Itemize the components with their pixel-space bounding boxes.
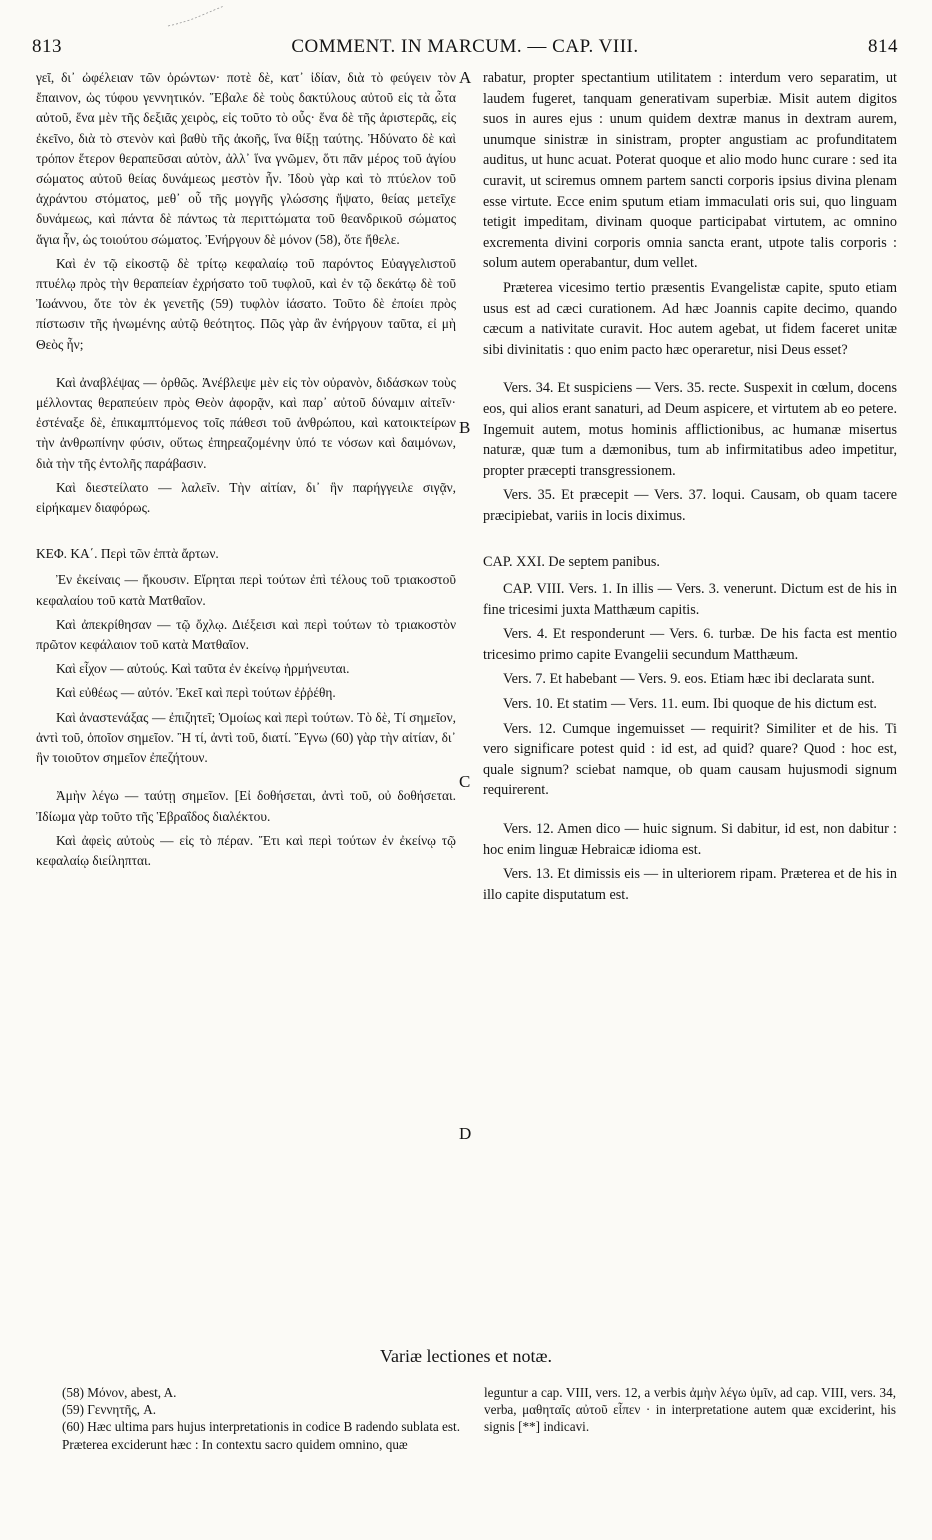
latin-paragraph: rabatur, propter spectantium utilitatem : interdum vero separatim, ut laudem fugeret, tanquam generativam superbiæ. Misit autem digitos suos in aures ejus : unum quidem dextræ manus in dextram aurem, unumque sinistræ in sinistram, propter angustiam ac profunditatem auditus, ut hunc acuat. Poterat quoque et alio modo hunc curare : sed ita curavit, ut sciremus omnem partem sancti corporis ipsius divina plenam esse virtute. Ecce enim sputum etiam immaculati oris sui, quo linguam tetigit impeditam, divinam quoque participabat virtutem, ac omnino excrementa divini corporis omnia sancta erant, utpote talis corporis : solum autem operabantur, dum vellet.	[483, 70, 897, 272]
page-number-right: 814	[868, 36, 898, 57]
running-title: COMMENT. IN MARCUM. — CAP. VIII.	[291, 36, 639, 57]
greek-paragraph: Ἀμὴν λέγω — ταύτῃ σημεῖον. [Εἰ δοθήσεται, ἀντὶ τοῦ, οὐ δοθήσεται. Ἰδίωμα γὰρ τοῦτο τῆς Ἑβραΐδος διαλέκτου.	[36, 788, 456, 824]
greek-section-heading: ΚΕΦ. ΚΑ΄. Περὶ τῶν ἑπτὰ ἄρτων.	[36, 546, 219, 562]
ink-scribble	[166, 4, 226, 30]
notes-right-column	[484, 1384, 896, 1436]
greek-paragraph: γεῖ, δι᾽ ὠφέλειαν τῶν ὁρώντων· ποτὲ δὲ, κατ᾽ ἰδίαν, διὰ τὸ φεύγειν τὸν ἔπαινον, ὡς τύφου γεννητικόν. Ἔβαλε δὲ τοὺς δακτύλους αὐτοῦ εἰς τὰ ὦτα αὐτοῦ, ἕνα μὲν τῆς δεξιᾶς χειρὸς, εἰς τοῦτο τὸ οὖς· ἕνα δὲ τῆς ἀριστερᾶς, εἰς ἐκεῖνο, διὰ τὸ στενὸν καὶ βαθὺ τῆς ἀκοῆς, ἵνα θίξῃ ταύτης. Ἠδύνατο δὲ καὶ τρόπον ἕτερον θεραπεῦσαι αὐτὸν, ἀλλ᾽ ἵνα γνῶμεν, ὅτι πᾶν μέρος τοῦ ἁγίου σώματος αὐτοῦ θείας δυνάμεως μεστὸν ἦν. Ἰδοὺ γὰρ καὶ τὸ πτύελον τοῦ ἀχράντου στόματος, μεθ᾽ οὗ τῆς μογγῆς γλώσσης ἥψατο, θείας μετεῖχε δυνάμεως, καὶ πάντα δὲ πάντως τὰ περιττώματα τοῦ θεανδρικοῦ σώματος ἅγια ἦν, ὡς τοιούτου σώματος. Ἐνήργουν δὲ μόνον (58), ὅτε ἤθελε.	[36, 70, 456, 247]
greek-paragraph: Καὶ εὐθέως — αὐτόν. Ἐκεῖ καὶ περὶ τούτων ἐῤῥέθη.	[56, 685, 336, 701]
notes-heading: Variæ lectiones et notæ.	[380, 1346, 552, 1366]
greek-paragraph: Καὶ ἀφεὶς αὐτοὺς — εἰς τὸ πέραν. Ἔτι καὶ περὶ τούτων ἐν ἐκείνῳ τῷ κεφαλαίῳ διείληπται.	[36, 832, 456, 868]
greek-column	[36, 68, 456, 875]
latin-paragraph: Vers. 35. Et præcepit — Vers. 37. loqui. Causam, ob quam tacere præcipiebat, variis in locis diximus.	[483, 487, 897, 524]
greek-paragraph: Καὶ ἐν τῷ εἰκοστῷ δὲ τρίτῳ κεφαλαίῳ τοῦ παρόντος Εὐαγγελιστοῦ πτυέλῳ πρὸς τὴν θεραπείαν ἐχρήσατο τοῦ τυφλοῦ, καὶ ἐν τῷ δεκάτῳ δὲ τοῦ Ἰωάννου, ὅτε τὸν ἐκ γενετῆς (59) τυφλὸν ἰάσατο. Τοῦτο δὲ ἐποίει πρὸς πίστωσιν τῆς ἡνωμένης αὐτῷ θεότητος. Πῶς γὰρ ἂν ἐνήργουν ταῦτα, εἰ μὴ Θεὸς ἦν;	[36, 255, 456, 352]
latin-paragraph: Vers. 4. Et responderunt — Vers. 6. turbæ. De his facta est mentio tricesimo primo capite Evangelii secundum Matthæum.	[483, 626, 897, 663]
latin-paragraph: Vers. 12. Amen dico — huic signum. Si dabitur, id est, non dabitur : hoc enim linguæ Hebraicæ idioma est.	[483, 821, 897, 858]
latin-column	[483, 68, 897, 909]
latin-paragraph: Vers. 13. Et dimissis eis — in ulteriorem ripam. Præterea et de his in illo capite disputatum est.	[483, 866, 897, 903]
greek-paragraph: Καὶ ἀναβλέψας — ὀρθῶς. Ἀνέβλεψε μὲν εἰς τὸν οὐρανὸν, διδάσκων τοὺς μέλλοντας θεραπεύειν πρὸς Θεὸν ἀφορᾷν, καὶ παρ᾽ αὐτοῦ δύναμιν αἰτεῖν· ἐστέναξε δὲ, ἐπικαμπτόμενος τοῖς πάθεσι τοῦ ἀνθρώπου, καὶ κατοικτείρων τὴν ἀνθρωπίνην φύσιν, οὕτως ἐπηρεαζομένην ὑπό τε νόσων καὶ δαιμόνων, διὰ τὴν τῆς ἐντολῆς παράβασιν.	[36, 374, 456, 471]
latin-paragraph: CAP. VIII. Vers. 1. In illis — Vers. 3. venerunt. Dictum est de his in fine tricesimi juxta Matthæum capitis.	[483, 581, 897, 618]
note-entry: (58) Μόνον, abest, A.	[62, 1385, 177, 1400]
note-entry: leguntur a cap. VIII, vers. 12, a verbis ἀμὴν λέγω ὑμῖν, ad cap. VIII, vers. 34, verba, μαθηταῖς αὐτοῦ εἶπεν · in interpretatione autem quæ exciderint, his signis [**] indicavi.	[484, 1385, 896, 1435]
greek-paragraph: Καὶ ἀναστενάξας — ἐπιζητεῖ; Ὁμοίως καὶ περὶ τούτων. Τὸ δὲ, Τί σημεῖον, ἀντὶ τοῦ, ὁποῖον σημεῖον. Ἢ τί, ἀντὶ τοῦ, διατί. Ἔγνω (60) γὰρ τὴν αἰτίαν, δι᾽ ἣν τοιοῦτον σημεῖον ἐπεζήτουν.	[36, 709, 456, 766]
greek-paragraph: Ἐν ἐκείναις — ἤκουσιν. Εἴρηται περὶ τούτων ἐπὶ τέλους τοῦ τριακοστοῦ κεφαλαίου τοῦ κατὰ Ματθαῖον.	[36, 572, 456, 608]
greek-paragraph: Καὶ εἶχον — αὐτούς. Καὶ ταῦτα ἐν ἐκείνῳ ἡρμήνευται.	[56, 661, 350, 677]
greek-paragraph: Καὶ ἀπεκρίθησαν — τῷ ὄχλῳ. Διέξεισι καὶ περὶ τούτων τὸ τριακοστὸν πρῶτον κεφάλαιον τοῦ κατὰ Ματθαῖον.	[36, 616, 456, 653]
latin-paragraph: Vers. 34. Et suspiciens — Vers. 35. recte. Suspexit in cœlum, docens eos, qui alios erant sanaturi, ad Deum aspicere, et virtutem ab eo petere. Ingemuit autem, motus hominis afflictionibus, ac humanæ misertus naturæ, quæ tum a dæmonibus, tum ab infirmitatibus adeo impetitur, propter præcepti transgressionem.	[483, 380, 897, 479]
latin-paragraph: Præterea vicesimo tertio præsentis Evangelistæ capite, sputo etiam usus est ad cæci curationem. Ad hæc Joannis capite decimo, quando cæcum a nativitate curavit. Hoc autem agebat, ut fidem faceret unitæ sibi divinitatis : quo enim pacto hæc operaretur, nisi Deus esset?	[483, 279, 897, 358]
margin-letter-b: B	[459, 418, 471, 437]
notes-left-column	[62, 1384, 460, 1453]
latin-paragraph: Vers. 12. Cumque ingemuisset — requirit? Similiter et de his. Ti vero significare potest quid : id est, ad quid? quare? Quod : hoc est, quale signum? sciebat namque, ob quam causam hujusmodi signum requirerent.	[483, 720, 897, 799]
latin-paragraph: Vers. 10. Et statim — Vers. 11. eum. Ibi quoque de his dictum est.	[503, 696, 877, 713]
latin-section-heading: CAP. XXI. De septem panibus.	[483, 554, 660, 571]
note-entry: (59) Γεννητῆς, A.	[62, 1402, 157, 1418]
margin-letter-d: D	[459, 1124, 472, 1143]
margin-letter-a: A	[459, 68, 472, 87]
latin-paragraph: Vers. 7. Et habebant — Vers. 9. eos. Etiam hæc ibi declarata sunt.	[503, 671, 875, 688]
note-entry: (60) Hæc ultima pars hujus interpretationis in codice B radendo sublata est. Præterea exciderunt hæc : In contextu sacro quidem omnino, quæ	[62, 1419, 460, 1452]
page-number-left: 813	[32, 36, 62, 57]
greek-paragraph: Καὶ διεστείλατο — λαλεῖν. Τὴν αἰτίαν, δι᾽ ἣν παρήγγειλε σιγᾷν, εἰρήκαμεν διαφόρως.	[36, 479, 456, 516]
page-header	[32, 36, 898, 64]
margin-letter-c: C	[459, 772, 471, 791]
